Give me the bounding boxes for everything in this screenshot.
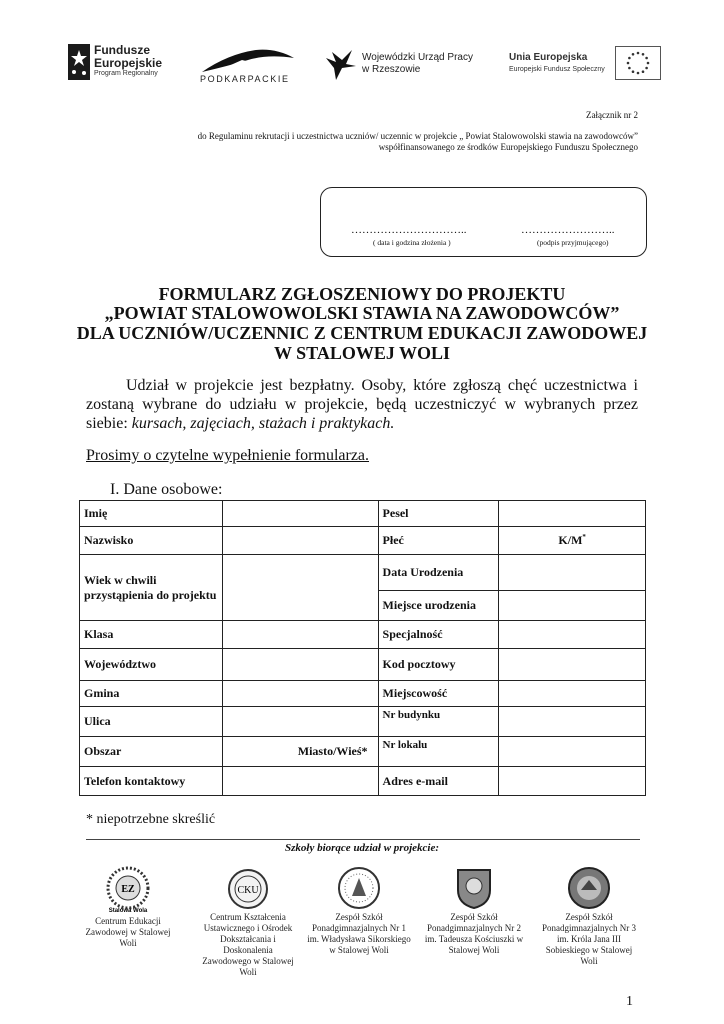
- signature-dots: ……………………..: [521, 224, 615, 236]
- wup-bird-icon: [322, 48, 358, 82]
- label-miejsce-urodzenia: Miejsce urodzenia: [378, 591, 499, 621]
- podkarpackie-text: PODKARPACKIE: [200, 74, 290, 84]
- page-number: 1: [626, 994, 633, 1009]
- label-nr-lokalu: Nr lokalu: [378, 737, 499, 767]
- input-klasa[interactable]: [222, 621, 378, 649]
- zsp3-badge-icon: [567, 866, 611, 910]
- input-wiek[interactable]: [222, 555, 378, 621]
- input-plec[interactable]: [499, 527, 646, 555]
- title-line2: „POWIAT STALOWOWOLSKI STAWIA NA ZAWODOWCÓW”: [104, 303, 620, 323]
- school-zsp1: [306, 866, 412, 956]
- regulation-line2: współfinansowanego ze środków Europejskiego Funduszu Społecznego: [378, 142, 638, 152]
- ue-line2: Europejski Fundusz Społeczny: [509, 66, 605, 73]
- label-wiek: Wiek w chwili przystąpienia do projektu: [80, 555, 223, 621]
- label-ulica: Ulica: [80, 707, 223, 737]
- podkarpackie-mountain-icon: [198, 46, 298, 74]
- input-imie[interactable]: [222, 501, 378, 527]
- input-email[interactable]: [499, 767, 646, 796]
- ue-line1: Unia Europejska: [509, 52, 588, 63]
- school-zsp2-name: Zespół Szkół Ponadgimnazjalnych Nr 2 im. Tadeusza Kościuszki w Stalowej Woli: [424, 912, 524, 955]
- eu-flag-icon: [615, 46, 661, 80]
- fe-line1: Fundusze: [94, 43, 150, 57]
- date-dots: …………………………..: [351, 224, 467, 236]
- label-plec: Płeć: [378, 527, 499, 555]
- fe-line3: Program Regionalny: [94, 70, 158, 77]
- label-email: Adres e-mail: [378, 767, 499, 796]
- date-caption: ( data i godzina złożenia ): [373, 238, 451, 247]
- logo-wup: [322, 48, 482, 84]
- input-pesel[interactable]: [499, 501, 646, 527]
- label-imie: Imię: [80, 501, 223, 527]
- logo-fundusze-europejskie: [68, 44, 178, 84]
- fe-line2: Europejskie: [94, 56, 163, 70]
- footnote: * niepotrzebne skreślić: [86, 812, 216, 827]
- input-gmina[interactable]: [222, 681, 378, 707]
- label-obszar: Obszar: [80, 737, 223, 767]
- input-miejsce-urodzenia[interactable]: [499, 591, 646, 621]
- label-telefon: Telefon kontaktowy: [80, 767, 223, 796]
- label-gmina: Gmina: [80, 681, 223, 707]
- title-line4: W STALOWEJ WOLI: [273, 343, 451, 363]
- input-kod-pocztowy[interactable]: [499, 649, 646, 681]
- label-nazwisko: Nazwisko: [80, 527, 223, 555]
- school-cez: [84, 866, 172, 949]
- cez-badge-text: Stalowa Wola: [108, 908, 148, 914]
- input-wojewodztwo[interactable]: [222, 649, 378, 681]
- intro-italic: kursach, zajęciach, stażach i praktykach.: [131, 415, 395, 432]
- input-nr-budynku[interactable]: [499, 707, 646, 737]
- label-pesel: Pesel: [378, 501, 499, 527]
- signature-caption: (podpis przyjmującego): [537, 238, 609, 247]
- plec-asterisk: *: [582, 533, 586, 541]
- school-zsp1-name: Zespół Szkół Ponadgimnazjalnych Nr 1 im. Władysława Sikorskiego w Stalowej Woli: [307, 912, 411, 955]
- zsp1-badge-icon: [336, 866, 382, 910]
- label-klasa: Klasa: [80, 621, 223, 649]
- input-nr-lokalu[interactable]: [499, 737, 646, 767]
- schools-heading: Szkoły biorące udział w projekcie:: [285, 842, 439, 854]
- input-miejscowosc[interactable]: [499, 681, 646, 707]
- input-obszar[interactable]: Miasto/Wieś*: [222, 737, 378, 767]
- school-cku-name: Centrum Kształcenia Ustawicznego i Ośrodek Dokształcania i Doskonalenia Zawodowego w Stalowej Woli: [202, 912, 294, 977]
- title-line3: DLA UCZNIÓW/UCZENNIC Z CENTRUM EDUKACJI ZAWODOWEJ: [76, 323, 648, 343]
- label-data-urodzenia: Data Urodzenia: [378, 555, 499, 591]
- stamp-box: [320, 187, 647, 257]
- cez-badge-mono: EZ: [121, 884, 135, 895]
- label-kod-pocztowy: Kod pocztowy: [378, 649, 499, 681]
- label-wojewodztwo: Województwo: [80, 649, 223, 681]
- cku-badge-mono: CKU: [237, 885, 259, 896]
- label-nr-budynku: Nr budynku: [378, 707, 499, 737]
- regulation-line1: do Regulaminu rekrutacji i uczestnictwa uczniów/ uczennic w projekcie „ Powiat Stalowowolski stawia na zawodowców”: [197, 131, 638, 141]
- wup-line1: Wojewódzki Urząd Pracy: [362, 52, 473, 63]
- input-data-urodzenia[interactable]: [499, 555, 646, 591]
- plec-value: K/M: [558, 533, 583, 547]
- input-nazwisko[interactable]: [222, 527, 378, 555]
- wup-line2: w Rzeszowie: [362, 64, 421, 75]
- zsp2-shield-icon: [454, 866, 494, 910]
- intro-paragraph: [86, 376, 638, 433]
- cku-badge-icon: [227, 868, 269, 910]
- title-line1: FORMULARZ ZGŁOSZENIOWY DO PROJEKTU: [158, 284, 566, 304]
- school-cku: [198, 868, 298, 978]
- logo-unia-europejska: [505, 46, 660, 84]
- cez-badge-icon: [103, 866, 153, 914]
- intro-text: Udział w projekcie jest bezpłatny. Osoby, które zgłoszą chęć uczestnictwa i zostaną wybrane do udziału w projekcie, będą uczestniczyć w wybranych przez siebie:: [86, 377, 638, 432]
- attachment-label: Załącznik nr 2: [586, 110, 638, 120]
- label-specjalnosc: Specjalność: [378, 621, 499, 649]
- school-zsp3: [538, 866, 640, 967]
- personal-data-table: [79, 500, 646, 796]
- separator-line: [86, 839, 640, 840]
- fe-flag-icon: [68, 44, 90, 80]
- logo-podkarpackie: [198, 46, 298, 86]
- input-ulica[interactable]: [222, 707, 378, 737]
- school-zsp3-name: Zespół Szkół Ponadgimnazjalnych Nr 3 im. Króla Jana III Sobieskiego w Stalowej Woli: [542, 912, 636, 966]
- input-specjalnosc[interactable]: [499, 621, 646, 649]
- fill-notice: Prosimy o czytelne wypełnienie formularza.: [86, 447, 370, 464]
- input-telefon[interactable]: [222, 767, 378, 796]
- label-miejscowosc: Miejscowość: [378, 681, 499, 707]
- school-cez-name: Centrum Edukacji Zawodowej w Stalowej Woli: [85, 916, 171, 948]
- section-heading: I. Dane osobowe:: [110, 481, 223, 498]
- school-zsp2: [424, 866, 524, 956]
